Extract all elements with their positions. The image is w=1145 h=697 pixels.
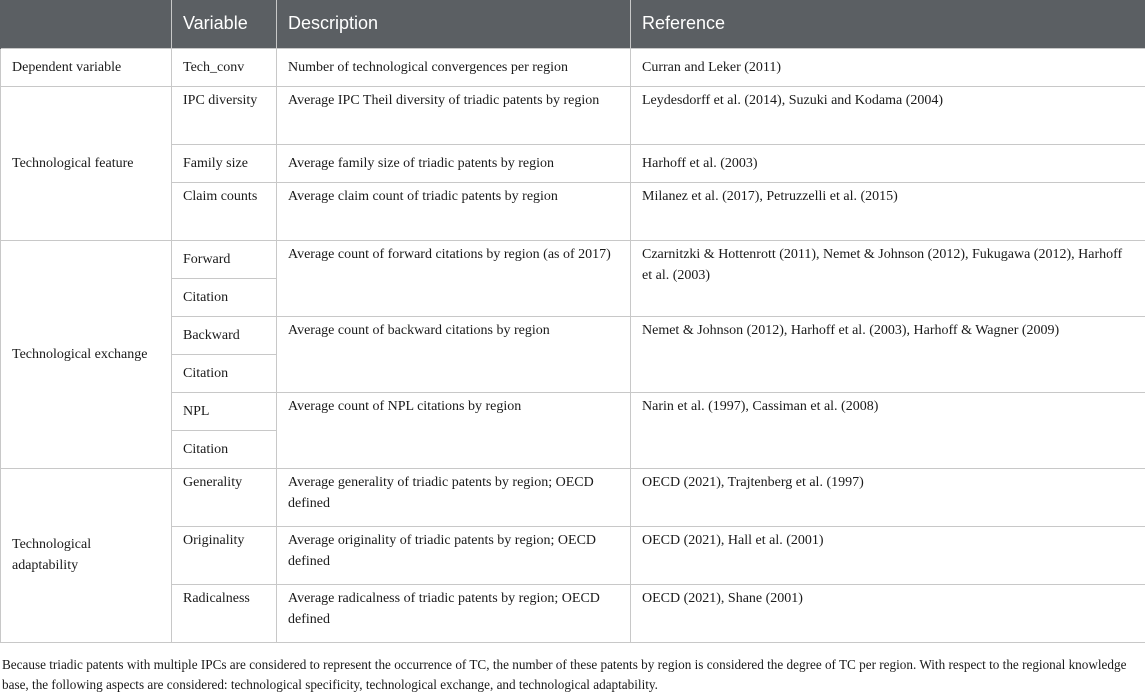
group-dependent-variable: Dependent variable [1,48,172,86]
description-cell: Average IPC Theil diversity of triadic patents by region [277,86,631,144]
table-row [1,468,1145,526]
description-cell: Average count of forward citations by region (as of 2017) [277,240,631,316]
description-cell: Average count of backward citations by region [277,316,631,392]
header-group [1,0,172,48]
variable-cell: IPC diversity [172,86,277,144]
table-row [1,392,1145,430]
variable-cell: Family size [172,144,277,182]
variable-cell: Backward [172,316,277,354]
description-cell: Number of technological convergences per region [277,48,631,86]
table-row [1,86,1145,144]
reference-cell: Milanez et al. (2017), Petruzzelli et al. (2015) [631,182,1145,240]
reference-cell: Curran and Leker (2011) [631,48,1145,86]
header-reference: Reference [631,0,1145,48]
reference-cell: OECD (2021), Hall et al. (2001) [631,526,1145,584]
header-description: Description [277,0,631,48]
group-technological-exchange: Technological exchange [1,240,172,468]
variable-cell: Forward [172,240,277,278]
table-row [1,316,1145,354]
table-row [1,526,1145,584]
description-cell: Average generality of triadic patents by region; OECD defined [277,468,631,526]
table-row [1,240,1145,278]
reference-cell: Nemet & Johnson (2012), Harhoff et al. (2003), Harhoff & Wagner (2009) [631,316,1145,392]
header-row [1,0,1145,48]
variable-cell: Citation [172,354,277,392]
description-cell: Average claim count of triadic patents by region [277,182,631,240]
variable-cell: Citation [172,278,277,316]
table-row [1,144,1145,182]
variable-cell: Tech_conv [172,48,277,86]
reference-cell: Narin et al. (1997), Cassiman et al. (2008) [631,392,1145,468]
variable-cell: Originality [172,526,277,584]
variable-cell: Generality [172,468,277,526]
table-row [1,182,1145,240]
variable-cell: Radicalness [172,584,277,642]
description-cell: Average count of NPL citations by region [277,392,631,468]
description-cell: Average originality of triadic patents by region; OECD defined [277,526,631,584]
table-footnote: Because triadic patents with multiple IPCs are considered to represent the occurrence of TC, the number of these patents by region is considered the degree of TC per region. With respect to the regional knowledge base, the following aspects are considered: technological specificity, technological exchange, and technological adaptability. [2,657,1127,692]
variable-cell: NPL [172,392,277,430]
reference-cell: Harhoff et al. (2003) [631,144,1145,182]
group-technological-feature: Technological feature [1,86,172,240]
header-variable: Variable [172,0,277,48]
group-technological-adaptability: Technological adaptability [1,468,172,642]
description-cell: Average radicalness of triadic patents by region; OECD defined [277,584,631,642]
table-row [1,584,1145,642]
table-row [1,48,1145,86]
reference-cell: Leydesdorff et al. (2014), Suzuki and Kodama (2004) [631,86,1145,144]
reference-cell: OECD (2021), Trajtenberg et al. (1997) [631,468,1145,526]
description-cell: Average family size of triadic patents by region [277,144,631,182]
variable-cell: Claim counts [172,182,277,240]
reference-cell: OECD (2021), Shane (2001) [631,584,1145,642]
variable-cell: Citation [172,430,277,468]
reference-cell: Czarnitzki & Hottenrott (2011), Nemet & Johnson (2012), Fukugawa (2012), Harhoff et al. (2003) [631,240,1145,316]
